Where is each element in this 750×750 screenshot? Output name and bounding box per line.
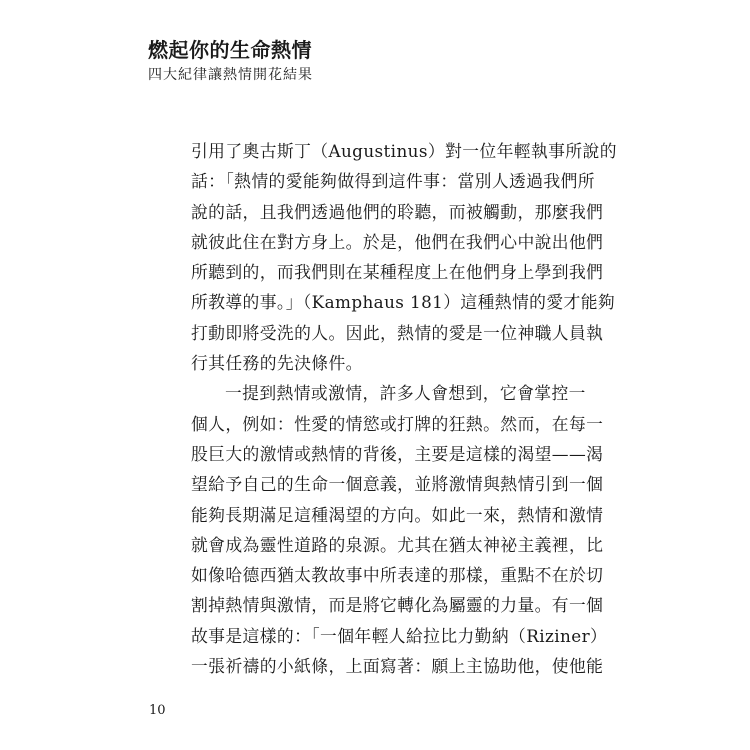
text-line: 所聽到的，而我們則在某種程度上在他們身上學到我們 — [191, 262, 604, 283]
text-line: 望給予自己的生命一個意義，並將激情與熱情引到一個 — [191, 474, 604, 495]
text-line: 個人，例如：性愛的情慾或打牌的狂熱。然而，在每一 — [191, 413, 604, 434]
page-number: 10 — [149, 703, 166, 718]
text-line: 割掉熱情與激情，而是將它轉化為屬靈的力量。有一個 — [191, 595, 604, 616]
text-line: 一張祈禱的小紙條，上面寫著：願上主協助他，使他能 — [191, 656, 604, 677]
text-line: 一提到熱情或激情，許多人會想到，它會掌控一 — [225, 383, 586, 404]
text-line: 能夠長期滿足這種渴望的方向。如此一來，熱情和激情 — [191, 504, 604, 525]
text-line: 引用了奧古斯丁（Augustinus）對一位年輕執事所說的 — [191, 141, 617, 161]
body-text — [191, 136, 617, 681]
text-line: 所教導的事。」（Kamphaus 181）這種熱情的愛才能夠 — [191, 292, 616, 313]
text-line: 說的話，且我們透過他們的聆聽，而被觸動，那麼我們 — [191, 201, 604, 222]
text-line: 就彼此住在對方身上。於是，他們在我們心中說出他們 — [191, 231, 604, 252]
text-line: 股巨大的激情或熱情的背後，主要是這樣的渴望——渴 — [191, 443, 604, 464]
text-line: 故事是這樣的：「一個年輕人給拉比力勤納（Riziner） — [191, 625, 608, 646]
text-line: 話：「熱情的愛能夠做得到這件事：當別人透過我們所 — [191, 171, 595, 192]
text-line: 如像哈德西猶太教故事中所表達的那樣，重點不在於切 — [191, 565, 604, 586]
book-subtitle: 四大紀律讓熱情開花結果 — [148, 67, 313, 83]
text-line: 打動即將受洗的人。因此，熱情的愛是一位神職人員執 — [191, 322, 604, 343]
running-header — [148, 38, 313, 84]
book-title: 燃起你的生命熱情 — [148, 38, 312, 62]
text-line: 行其任務的先決條件。 — [191, 353, 363, 374]
text-line: 就會成為靈性道路的泉源。尤其在猶太神祕主義裡，比 — [191, 534, 604, 555]
